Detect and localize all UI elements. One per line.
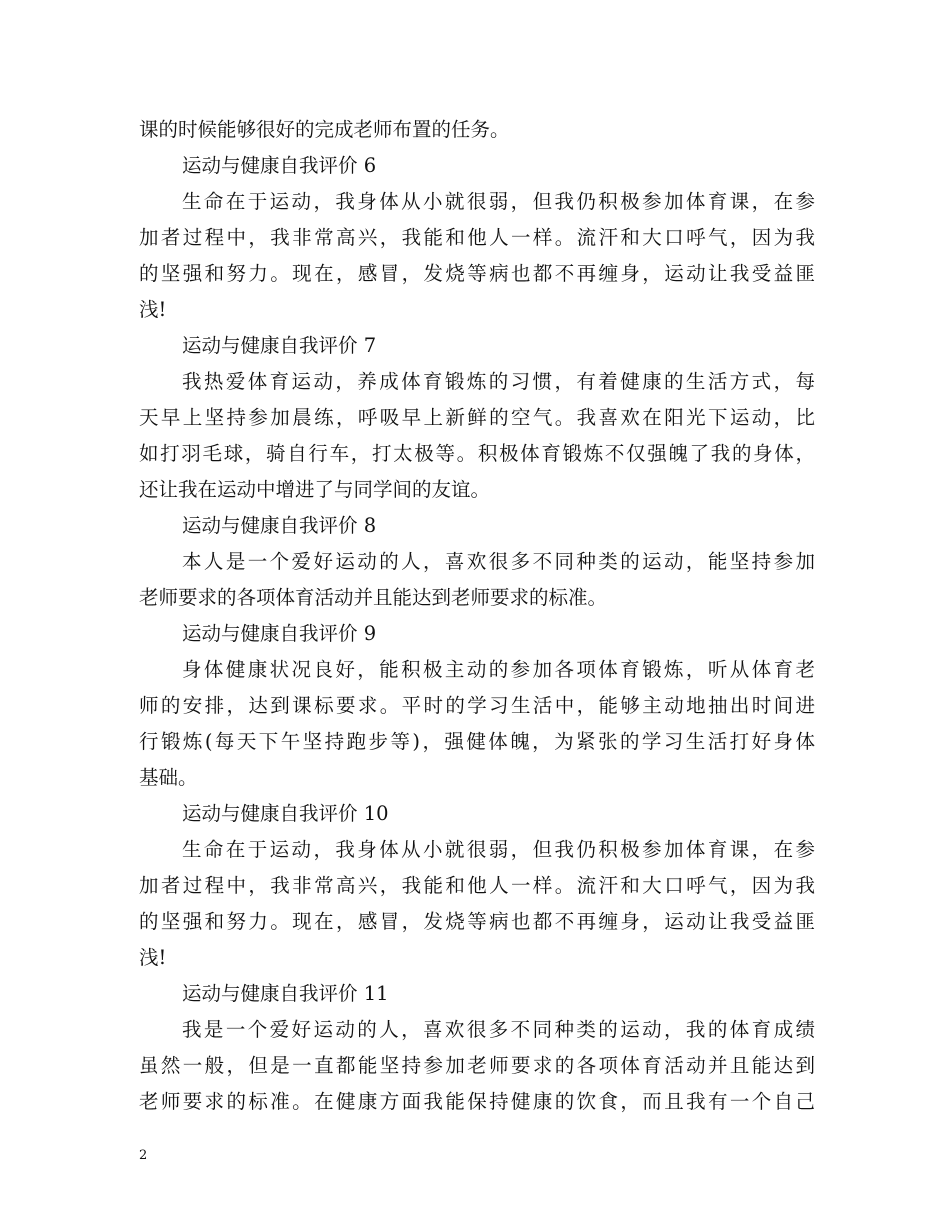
text-line: 老师要求的标准。在健康方面我能保持健康的饮食，而且我有一个自己 xyxy=(139,1090,815,1113)
text-line: 生命在于运动，我身体从小就很弱，但我仍积极参加体育课，在参 xyxy=(182,838,815,861)
text-line: 加者过程中，我非常高兴，我能和他人一样。流汗和大口呼气，因为我 xyxy=(139,226,815,249)
text-line: 的坚强和努力。现在，感冒，发烧等病也都不再缠身，运动让我受益匪 xyxy=(139,910,815,933)
text-line: 行锻炼(每天下午坚持跑步等)，强健体魄，为紧张的学习生活打好身体 xyxy=(139,730,815,753)
text-line: 课的时候能够很好的完成老师布置的任务。 xyxy=(139,118,510,141)
section-heading: 运动与健康自我评价 10 xyxy=(182,802,389,825)
text-line: 浅! xyxy=(139,946,167,969)
text-line: 天早上坚持参加晨练，呼吸早上新鲜的空气。我喜欢在阳光下运动，比 xyxy=(139,406,815,429)
text-line: 的坚强和努力。现在，感冒，发烧等病也都不再缠身，运动让我受益匪 xyxy=(139,262,815,285)
text-line: 如打羽毛球，骑自行车，打太极等。积极体育锻炼不仅强魄了我的身体， xyxy=(139,442,815,465)
section-heading: 运动与健康自我评价 9 xyxy=(182,622,377,645)
text-line: 老师要求的各项体育活动并且能达到老师要求的标准。 xyxy=(139,586,608,609)
text-line: 身体健康状况良好，能积极主动的参加各项体育锻炼，听从体育老 xyxy=(182,658,815,681)
page-number: 2 xyxy=(139,1148,148,1163)
text-line: 基础。 xyxy=(139,766,198,789)
document-body xyxy=(139,112,815,1120)
text-line: 我热爱体育运动，养成体育锻炼的习惯，有着健康的生活方式，每 xyxy=(182,370,815,393)
section-heading: 运动与健康自我评价 6 xyxy=(182,154,377,177)
text-line: 生命在于运动，我身体从小就很弱，但我仍积极参加体育课，在参 xyxy=(182,190,815,213)
text-line: 我是一个爱好运动的人，喜欢很多不同种类的运动，我的体育成绩 xyxy=(182,1018,815,1041)
section-heading: 运动与健康自我评价 7 xyxy=(182,334,377,357)
section-heading: 运动与健康自我评价 8 xyxy=(182,514,377,537)
text-line: 本人是一个爱好运动的人，喜欢很多不同种类的运动，能坚持参加 xyxy=(182,550,815,573)
text-line: 浅! xyxy=(139,298,167,321)
section-heading: 运动与健康自我评价 11 xyxy=(182,982,389,1005)
text-line: 虽然一般，但是一直都能坚持参加老师要求的各项体育活动并且能达到 xyxy=(139,1054,815,1077)
text-line: 师的安排，达到课标要求。平时的学习生活中，能够主动地抽出时间进 xyxy=(139,694,815,717)
text-line: 加者过程中，我非常高兴，我能和他人一样。流汗和大口呼气，因为我 xyxy=(139,874,815,897)
text-line: 还让我在运动中增进了与同学间的友谊。 xyxy=(139,478,491,501)
